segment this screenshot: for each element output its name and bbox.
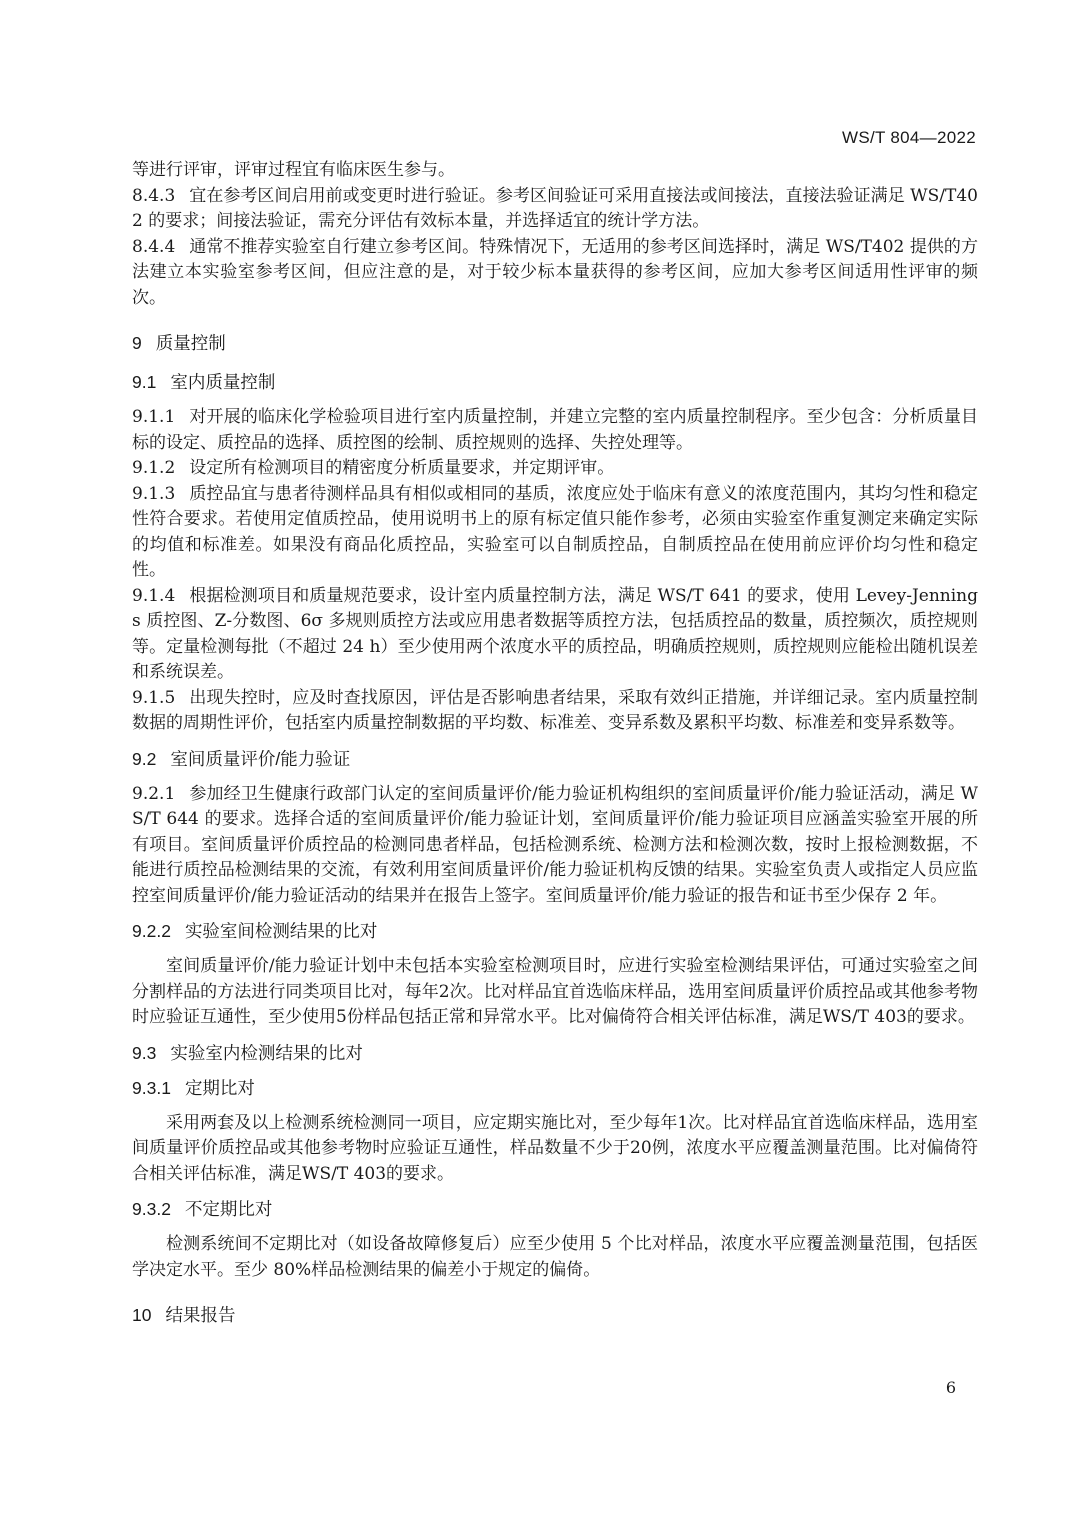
clause-text: 通常不推荐实验室自行建立参考区间。特殊情况下，无适用的参考区间选择时，满足 WS/T402 提供的方法建立本实验室参考区间，但应注意的是，对于较少标本量获得的参考区间，应加大参考区间适用性评审的频次。 xyxy=(132,236,978,308)
section-title: 实验室间检测结果的比对 xyxy=(184,921,378,941)
section-title: 质量控制 xyxy=(155,333,226,353)
clause-text: 检测系统间不定期比对（如设备故障修复后）应至少使用 5 个比对样品，浓度水平应覆盖测量范围，包括医学决定水平。至少 80%样品检测结果的偏差小于规定的偏倚。 xyxy=(132,1234,978,1280)
clause-number: 8.4.3 xyxy=(132,185,176,206)
clause-number: 9.1.2 xyxy=(132,458,176,478)
section-title: 室内质量控制 xyxy=(170,372,276,392)
section-title: 结果报告 xyxy=(165,1305,236,1325)
clause-text: 等进行评审，评审过程宜有临床医生参与。 xyxy=(132,160,455,180)
section-heading xyxy=(132,1076,978,1101)
body-paragraph xyxy=(132,482,978,584)
body-paragraph xyxy=(132,158,978,184)
clause-number: 9.1.1 xyxy=(132,407,176,427)
section-number: 9.2 xyxy=(132,748,157,769)
body-paragraph xyxy=(132,405,978,456)
document-body xyxy=(132,158,978,1328)
section-heading xyxy=(132,370,978,395)
section-heading xyxy=(132,747,978,772)
clause-text: 设定所有检测项目的精密度分析质量要求，并定期评审。 xyxy=(189,458,615,478)
clause-number: 9.1.4 xyxy=(132,585,176,606)
clause-text: 参加经卫生健康行政部门认定的室间质量评价/能力验证机构组织的室间质量评价/能力验证活动，满足 WS/T 644 的要求。选择合适的室间质量评价/能力验证计划，室间质量评价/能力验证项目应涵盖实验室开展的所有项目。室间质量评价质控品的检测同患者样品，包括检测系统、检测方法和检测次数，按时上报检测数据，不能进行质控品检测结果的交流，有效利用室间质量评价/能力验证机构反馈的结果。实验室负责人或指定人员应监控室间质量评价/能力验证活动的结果并在报告上签字。室间质量评价/能力验证的报告和证书至少保存 2 年。 xyxy=(132,783,978,906)
section-heading xyxy=(132,919,978,944)
clause-text: 采用两套及以上检测系统检测同一项目，应定期实施比对，至少每年1次。比对样品宜首选临床样品，选用室间质量评价质控品或其他参考物时应验证互通性，样品数量不少于20例，浓度水平应覆盖测量范围。比对偏倚符合相关评估标准，满足WS/T 403的要求。 xyxy=(132,1112,978,1184)
body-paragraph xyxy=(132,235,978,312)
section-number: 9.3 xyxy=(132,1042,157,1063)
section-number: 9.1 xyxy=(132,372,157,392)
body-paragraph xyxy=(132,1232,978,1283)
clause-number: 9.2.1 xyxy=(132,783,176,804)
body-paragraph xyxy=(132,184,978,235)
section-number: 9.2.2 xyxy=(132,921,171,941)
section-heading xyxy=(132,1303,978,1328)
section-title: 实验室内检测结果的比对 xyxy=(170,1042,363,1063)
body-paragraph xyxy=(132,1111,978,1188)
section-heading xyxy=(132,1197,978,1222)
body-paragraph xyxy=(132,584,978,686)
section-title: 不定期比对 xyxy=(184,1199,273,1219)
clause-text: 出现失控时，应及时查找原因，评估是否影响患者结果，采取有效纠正措施，并详细记录。室内质量控制数据的周期性评价，包括室内质量控制数据的平均数、标准差、变异系数及累积平均数、标准差和变异系数等。 xyxy=(132,687,978,733)
clause-text: 质控品宜与患者待测样品具有相似或相同的基质，浓度应处于临床有意义的浓度范围内，其均匀性和稳定性符合要求。若使用定值质控品，使用说明书上的原有标定值只能作参考，必须由实验室作重复测定来确定实际的均值和标准差。如果没有商品化质控品，实验室可以自制质控品，自制质控品在使用前应评价均匀性和稳定性。 xyxy=(132,483,978,580)
section-number: 9.3.1 xyxy=(132,1077,171,1098)
body-paragraph xyxy=(132,686,978,737)
section-title: 定期比对 xyxy=(184,1077,255,1098)
page-number: 6 xyxy=(945,1378,956,1397)
clause-text: 宜在参考区间启用前或变更时进行验证。参考区间验证可采用直接法或间接法，直接法验证满足 WS/T402 的要求；间接法验证，需充分评估有效标本量，并选择适宜的统计学方法。 xyxy=(132,185,978,231)
section-number: 9.3.2 xyxy=(132,1199,171,1219)
section-heading xyxy=(132,331,978,356)
clause-text: 根据检测项目和质量规范要求，设计室内质量控制方法，满足 WS/T 641 的要求，使用 Levey-Jennings 质控图、Z-分数图、6σ 多规则质控方法或应用患者数据等质控方法，包括质控品的数量，质控频次，质控规则等。定量检测每批（不超过 24 h）至少使用两个浓度水平的质控品，明确质控规则，质控规则应能检出随机误差和系统误差。 xyxy=(132,585,978,682)
section-number: 10 xyxy=(132,1305,152,1325)
section-heading xyxy=(132,1041,978,1066)
clause-number: 8.4.4 xyxy=(132,236,176,257)
body-paragraph xyxy=(132,954,978,1031)
body-paragraph xyxy=(132,782,978,910)
clause-text: 对开展的临床化学检验项目进行室内质量控制，并建立完整的室内质量控制程序。至少包含：分析质量目标的设定、质控品的选择、质控图的绘制、质控规则的选择、失控处理等。 xyxy=(132,407,978,453)
clause-text: 室间质量评价/能力验证计划中未包括本实验室检测项目时，应进行实验室检测结果评估，可通过实验室之间分割样品的方法进行同类项目比对，每年2次。比对样品宜首选临床样品，选用室间质量评价质控品或其他参考物时应验证互通性，至少使用5份样品包括正常和异常水平。比对偏倚符合相关评估标准，满足WS/T 403的要求。 xyxy=(132,956,978,1027)
clause-number: 9.1.5 xyxy=(132,687,176,708)
standard-code: WS/T 804—2022 xyxy=(842,128,976,147)
clause-number: 9.1.3 xyxy=(132,483,176,504)
body-paragraph xyxy=(132,456,978,482)
section-number: 9 xyxy=(132,333,142,353)
section-title: 室间质量评价/能力验证 xyxy=(170,748,351,769)
